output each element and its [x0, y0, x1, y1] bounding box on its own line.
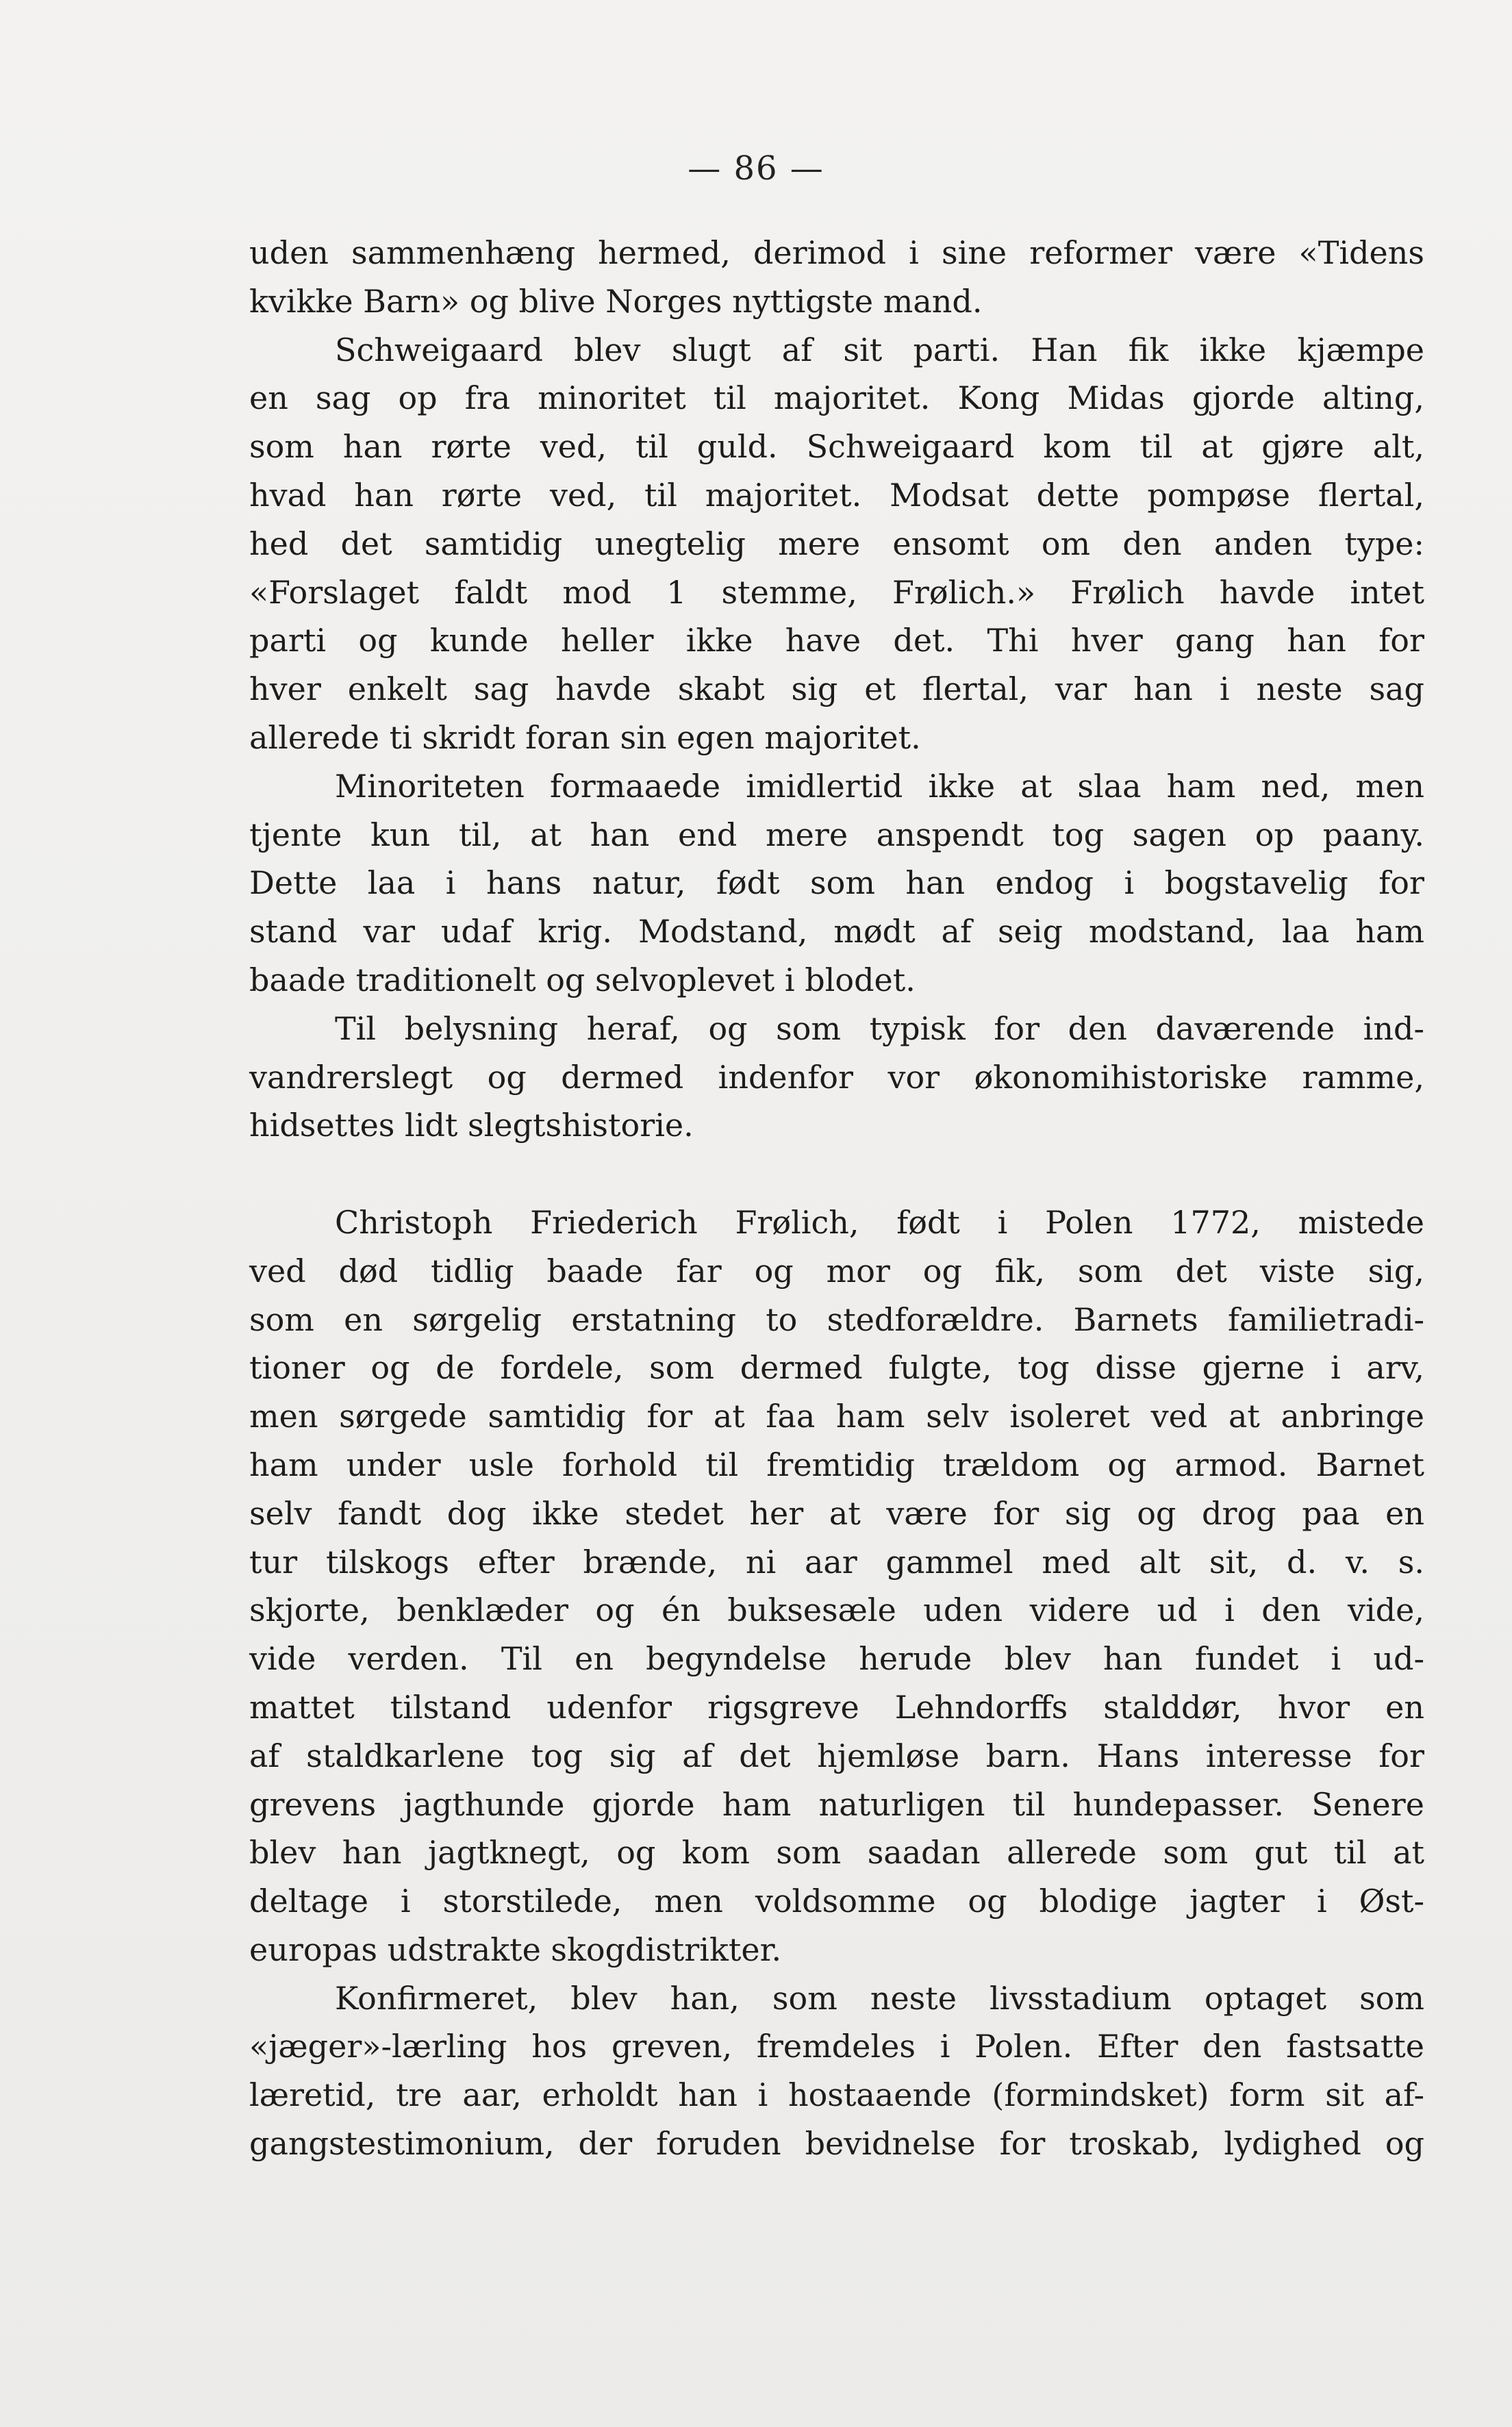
text-line: deltage i storstilede, men voldsomme og blodige jagter i Øst- [249, 1883, 1424, 1920]
text-line: af staldkarlene tog sig af det hjemløse barn. Hans interesse for [249, 1737, 1424, 1774]
text-line: «Forslaget faldt mod 1 stemme, Frølich.» Frølich havde intet [249, 573, 1424, 611]
text-line: vide verden. Til en begyndelse herude blev han fundet i ud- [249, 1640, 1424, 1678]
text-line: Schweigaard blev slugt af sit parti. Han fik ikke kjæmpe [335, 331, 1424, 368]
text-line: en sag op fra minoritet til majoritet. Kong Midas gjorde alting, [249, 379, 1424, 417]
paragraph [249, 1198, 1424, 1974]
text-line: hed det samtidig unegtelig mere ensomt om den anden type: [249, 525, 1424, 562]
text-line: allerede ti skridt foran sin egen majoritet. [249, 718, 921, 756]
text-line: hver enkelt sag havde skabt sig et flertal, var han i neste sag [249, 670, 1424, 708]
paragraph [249, 1974, 1424, 2168]
section-break [249, 1150, 1424, 1198]
text-line: tioner og de fordele, som dermed fulgte, tog disse gjerne i arv, [249, 1349, 1424, 1387]
paragraph [249, 762, 1424, 1005]
text-line: stand var udaf krig. Modstand, mødt af seig modstand, laa ham [249, 913, 1424, 951]
text-line: Til belysning heraf, og som typisk for den daværende ind- [335, 1009, 1424, 1047]
text-line: ham under usle forhold til fremtidig trældom og armod. Barnet [249, 1446, 1424, 1483]
text-line: tur tilskogs efter brænde, ni aar gammel med alt sit, d. v. s. [249, 1543, 1424, 1581]
text-line: tjente kun til, at han end mere anspendt tog sagen op paany. [249, 816, 1424, 853]
text-line: baade traditionelt og selvoplevet i blodet. [249, 961, 916, 998]
text-line: gangstestimonium, der foruden bevidnelse for troskab, lydighed og [249, 2125, 1424, 2163]
text-line: Konfirmeret, blev han, som neste livsstadium optaget som [335, 1979, 1424, 2017]
text-line: Minoriteten formaaede imidlertid ikke at slaa ham ned, men [335, 767, 1424, 805]
text-line: hvad han rørte ved, til majoritet. Modsat dette pompøse flertal, [249, 476, 1424, 514]
paragraph [249, 326, 1424, 762]
text-line: som en sørgelig erstatning to stedforældre. Barnets familietradi- [249, 1300, 1424, 1338]
page-number: — 86 — [688, 149, 824, 188]
text-line: som han rørte ved, til guld. Schweigaard kom til at gjøre alt, [249, 428, 1424, 466]
text-line: skjorte, benklæder og én buksesæle uden videre ud i den vide, [249, 1592, 1424, 1629]
text-line: uden sammenhæng hermed, derimod i sine reformer være «Tidens [249, 234, 1424, 271]
text-line: læretid, tre aar, erholdt han i hostaaende (formindsket) form sit af- [249, 2076, 1424, 2114]
text-line: ved død tidlig baade far og mor og fik, som det viste sig, [249, 1252, 1424, 1290]
text-line: parti og kunde heller ikke have det. Thi hver gang han for [249, 622, 1424, 659]
text-line: men sørgede samtidig for at faa ham selv isoleret ved at anbringe [249, 1398, 1424, 1435]
text-line: kvikke Barn» og blive Norges nyttigste mand. [249, 282, 983, 320]
text-line: Dette laa i hans natur, født som han endog i bogstavelig for [249, 864, 1424, 902]
text-line: Christoph Friederich Frølich, født i Polen 1772, mistede [335, 1203, 1424, 1241]
text-line: grevens jagthunde gjorde ham naturligen til hundepasser. Senere [249, 1785, 1424, 1823]
text-line: «jæger»-lærling hos greven, fremdeles i Polen. Efter den fastsatte [249, 2028, 1424, 2065]
text-line: mattet tilstand udenfor rigsgreve Lehndorffs stalddør, hvor en [249, 1688, 1424, 1726]
text-line: europas udstrakte skogdistrikter. [249, 1931, 782, 1968]
paragraph [249, 1005, 1424, 1150]
text-line: selv fandt dog ikke stedet her at være for sig og drog paa en [249, 1494, 1424, 1532]
paragraph [249, 229, 1424, 326]
text-line: hidsettes lidt slegtshistorie. [249, 1107, 694, 1144]
text-line: vandrerslegt og dermed indenfor vor økonomihistoriske ramme, [249, 1058, 1424, 1096]
text-line: blev han jagtknegt, og kom som saadan allerede som gut til at [249, 1834, 1424, 1872]
text-body [249, 229, 1424, 2168]
